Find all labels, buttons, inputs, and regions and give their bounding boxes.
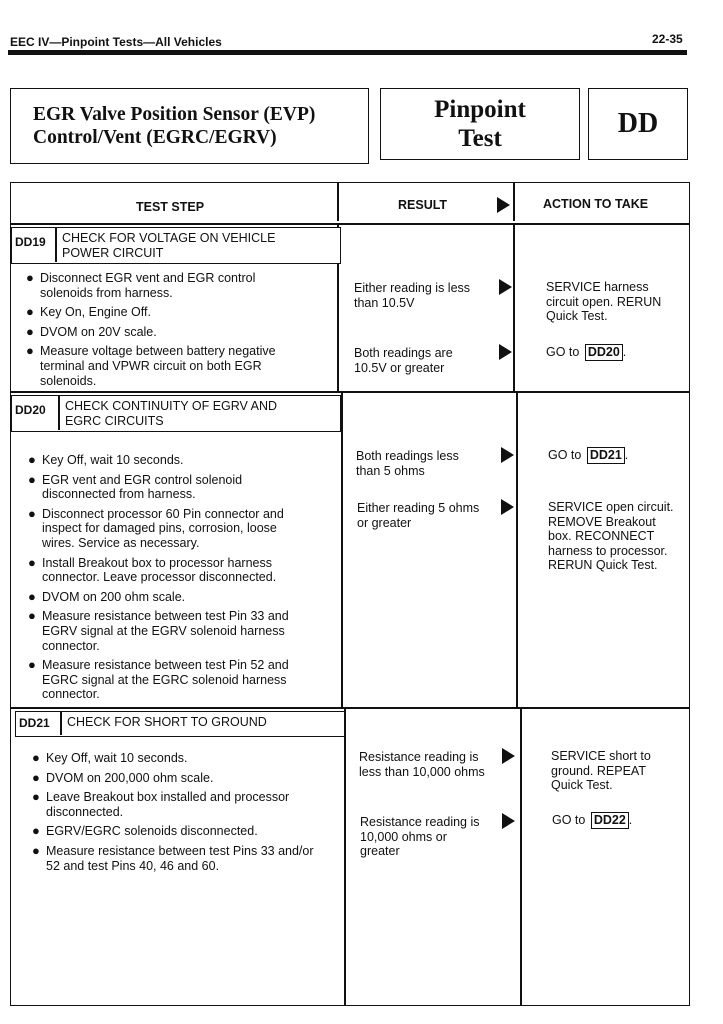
step-header-dd19 xyxy=(11,227,341,264)
column-divider-dd21-2 xyxy=(520,707,522,1005)
step-dd21-instructions xyxy=(31,751,345,878)
result-arrow-icon xyxy=(499,344,512,360)
step-reference: DD22 xyxy=(591,812,629,829)
list-item: ● DVOM on 200 ohm scale. xyxy=(28,588,186,604)
step-header-dd20 xyxy=(11,395,341,432)
list-item: ● Measure resistance between test Pin 33 and EGRV signal at the EGRV solenoid harness connector. xyxy=(28,608,289,653)
step-id-divider xyxy=(55,228,57,262)
result-dd21-2: Resistance reading is 10,000 ohms or greater xyxy=(360,815,480,859)
list-item: ● Disconnect EGR vent and EGR control solenoids from harness. xyxy=(26,270,256,300)
action-dd19-2: GO to DD20 . xyxy=(546,345,627,359)
action-dd19-1: SERVICE harness circuit open. RERUN Quick Test. xyxy=(546,280,662,324)
list-item: ● Key Off, wait 10 seconds. xyxy=(32,750,188,765)
list-item: ● EGRV/EGRC solenoids disconnected. xyxy=(32,823,258,839)
step-id: DD19 xyxy=(15,235,46,249)
column-divider-head-1 xyxy=(337,183,339,221)
step-dd19-instructions xyxy=(25,271,330,393)
result-dd19-1: Either reading is less than 10.5V xyxy=(354,281,471,310)
column-header-result: RESULT xyxy=(398,198,448,212)
list-item: ● Measure resistance between test Pins 33 and/or 52 and test Pins 40, 46 and 60. xyxy=(32,842,314,873)
result-dd19-2: Both readings are 10.5V or greater xyxy=(354,346,453,375)
list-item: ● Measure voltage between battery negative terminal and VPWR circuit on both EGR solenoids. xyxy=(26,343,276,388)
result-arrow-icon xyxy=(497,197,510,213)
result-dd21-1: Resistance reading is less than 10,000 ohms xyxy=(359,750,485,779)
header-rule xyxy=(8,50,687,55)
section-title-line-1: EGR Valve Position Sensor (EVP) xyxy=(33,104,316,125)
step-id-divider xyxy=(60,712,62,735)
action-dd20-2: SERVICE open circuit. REMOVE Breakout box. RECONNECT harness to processor. RERUN Quick Test. xyxy=(548,500,674,573)
step-id-divider xyxy=(58,396,60,430)
step-title: CHECK FOR VOLTAGE ON VEHICLE POWER CIRCUIT xyxy=(62,231,276,260)
action-dd21-1: SERVICE short to ground. REPEAT Quick Test. xyxy=(551,749,651,793)
row-rule-dd20 xyxy=(11,707,689,709)
result-dd20-1: Both readings less than 5 ohms xyxy=(356,449,459,478)
action-dd20-1: GO to DD21 . xyxy=(548,448,629,462)
test-table xyxy=(10,182,690,1006)
step-id: DD20 xyxy=(15,403,46,417)
list-item: ● Install Breakout box to processor harness connector. Leave processor disconnected. xyxy=(28,554,277,585)
step-dd20-instructions xyxy=(27,453,339,707)
step-header-dd21 xyxy=(15,711,345,737)
action-dd21-2: GO to DD22 . xyxy=(552,813,633,827)
result-arrow-icon xyxy=(502,813,515,829)
list-item: ● Key Off, wait 10 seconds. xyxy=(28,452,184,467)
step-reference: DD21 xyxy=(587,447,625,464)
page-header-title: EEC IV—Pinpoint Tests—All Vehicles xyxy=(10,35,222,49)
header-row-rule xyxy=(11,223,689,225)
result-arrow-icon xyxy=(501,447,514,463)
column-header-action: ACTION TO TAKE xyxy=(543,197,649,211)
result-dd20-2: Either reading 5 ohms or greater xyxy=(357,501,480,530)
test-id-box xyxy=(588,88,688,160)
result-arrow-icon xyxy=(501,499,514,515)
page-number: 22-35 xyxy=(652,32,683,46)
column-divider-head-2 xyxy=(513,183,515,221)
pinpoint-test-box xyxy=(380,88,580,160)
list-item: ● Leave Breakout box installed and processor disconnected. xyxy=(32,789,290,819)
list-item: ● EGR vent and EGR control solenoid disconnected from harness. xyxy=(28,471,243,502)
section-title-box xyxy=(10,88,369,164)
section-title-line-2: Control/Vent (EGRC/EGRV) xyxy=(33,127,277,148)
step-title: CHECK FOR SHORT TO GROUND xyxy=(67,715,267,729)
result-arrow-icon xyxy=(499,279,512,295)
list-item: ● Key On, Engine Off. xyxy=(26,304,151,320)
list-item: ● Measure resistance between test Pin 52 and EGRC signal at the EGRC solenoid harness connector. xyxy=(28,657,289,702)
step-title: CHECK CONTINUITY OF EGRV AND EGRC CIRCUITS xyxy=(65,399,278,428)
pinpoint-label: Pinpoint xyxy=(434,96,526,123)
test-label: Test xyxy=(458,125,502,152)
result-arrow-icon xyxy=(502,748,515,764)
list-item: ● DVOM on 200,000 ohm scale. xyxy=(32,769,214,785)
test-id: DD xyxy=(617,108,659,139)
column-divider-dd19-2 xyxy=(513,223,515,393)
step-reference: DD20 xyxy=(585,344,623,361)
list-item: ● Disconnect processor 60 Pin connector and inspect for damaged pins, corrosion, loose wires. Service as necessary. xyxy=(28,505,284,550)
column-header-test-step: TEST STEP xyxy=(136,200,205,214)
column-divider-dd20-2 xyxy=(516,391,518,709)
step-id: DD21 xyxy=(19,716,50,730)
column-divider-dd20-1 xyxy=(341,391,343,709)
list-item: ● DVOM on 20V scale. xyxy=(26,323,157,339)
